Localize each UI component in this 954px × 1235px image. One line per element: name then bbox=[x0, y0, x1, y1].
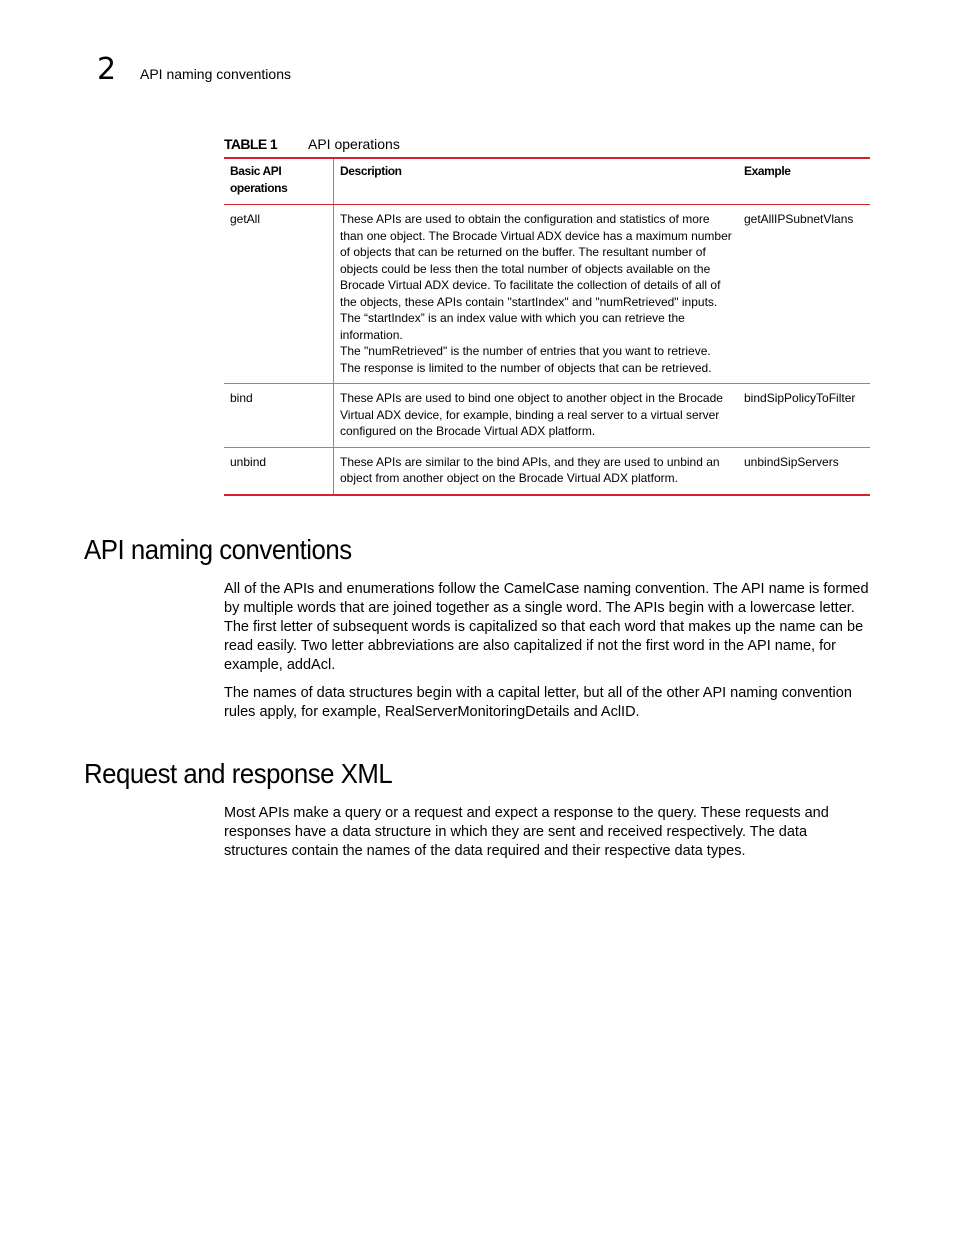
description-paragraph: The "numRetrieved" is the number of entries that you want to retrieve. The response is limited to the number of objects that can be retrieved. bbox=[340, 344, 712, 375]
table-caption bbox=[224, 134, 870, 154]
description-paragraph: These APIs are used to bind one object to another object in the Brocade Virtual ADX device, for example, binding a real server to a virtual server configured on the Brocade Virtual ADX platform. bbox=[340, 391, 723, 438]
section-heading-request-response: Request and response XML bbox=[84, 758, 393, 789]
body-paragraph: The names of data structures begin with a capital letter, but all of the other API naming convention rules apply, for example, RealServerMonitoringDetails and AclID. bbox=[224, 685, 852, 720]
cell-example: unbindSipServers bbox=[744, 454, 839, 469]
column-header-description: Description bbox=[334, 158, 739, 205]
api-operations-table bbox=[224, 157, 870, 496]
column-header-example: Example bbox=[738, 158, 870, 205]
description-paragraph: These APIs are used to obtain the configuration and statistics of more than one object. The Brocade Virtual ADX device has a maximum number of objects that can be returned on the buffer. The resultant number of objects could be less then the total number of objects available on the Brocade Virtual ADX device. To facilitate the collection of details of all of the objects, these APIs contain "startIndex" and "numRetrieved" inputs. bbox=[340, 212, 732, 309]
running-header: API naming conventions bbox=[140, 66, 291, 82]
table-header-row bbox=[224, 158, 870, 205]
cell-example: getAllIPSubnetVlans bbox=[738, 205, 870, 384]
cell-operation: getAll bbox=[224, 205, 334, 384]
cell-description bbox=[334, 447, 739, 495]
description-paragraph: The “startIndex” is an index value with which you can retrieve the information. bbox=[340, 311, 685, 342]
table-row bbox=[224, 205, 870, 384]
body-paragraph: All of the APIs and enumerations follow the CamelCase naming convention. The API name is formed by multiple words that are joined together as a single word. The APIs begin with a lowercase letter. The first letter of subsequent words is capitalized so that each word that makes up the name can be read easily. Two letter abbreviations are also capitalized if not the first word in the API name, for example, addAcl. bbox=[224, 581, 869, 673]
body-paragraph: Most APIs make a query or a request and expect a response to the query. These requests and responses have a data structure in which they are sent and received respectively. The data structures contain the names of the data required and their respective data types. bbox=[224, 805, 829, 859]
column-header-operation: Basic API operations bbox=[224, 158, 334, 205]
cell-operation: unbind bbox=[230, 454, 267, 469]
cell-description bbox=[334, 205, 739, 384]
section-heading-api-naming: API naming conventions bbox=[84, 534, 352, 565]
table-label: TABLE 1 bbox=[224, 136, 278, 152]
description-paragraph: These APIs are similar to the bind APIs, and they are used to unbind an object from another object on the Brocade Virtual ADX platform. bbox=[340, 454, 720, 485]
table-title: API operations bbox=[308, 136, 400, 152]
chapter-number: 2 bbox=[97, 52, 117, 87]
cell-operation: bind bbox=[224, 384, 334, 448]
table-row bbox=[224, 447, 870, 495]
cell-example: bindSipPolicyToFilter bbox=[738, 384, 870, 448]
cell-description bbox=[334, 384, 739, 448]
table-row bbox=[224, 384, 870, 448]
